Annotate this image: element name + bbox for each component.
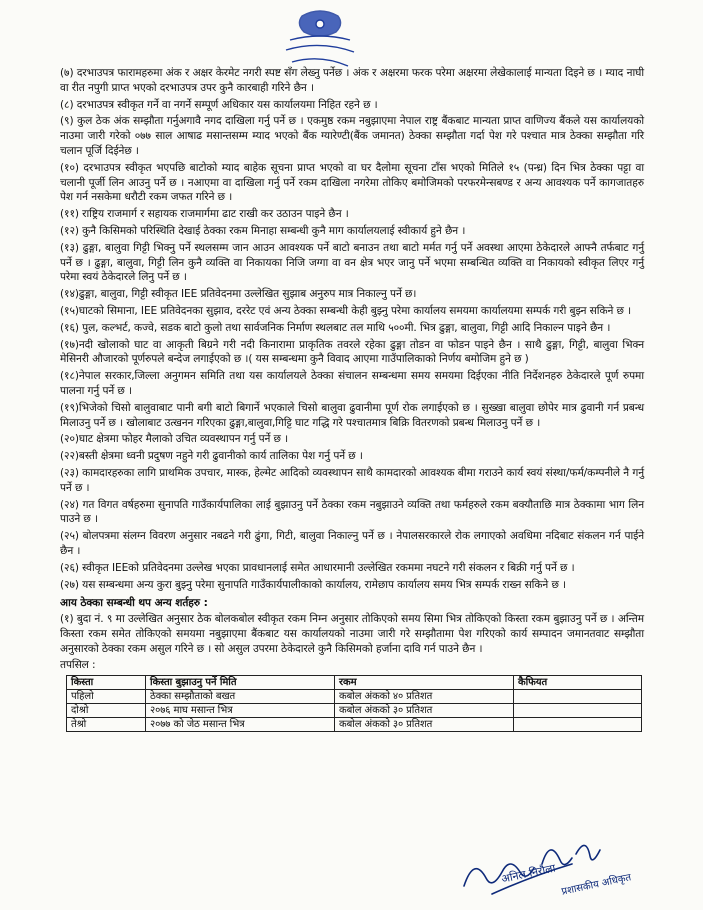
clause-24: (२४) गत विगत वर्षहरुमा सुनापति गाउँकार्यपालिका लाई बुझाउनु पर्ने ठेक्का रकम नबुझाउने व्यक्ति तथा फर्महरुले रकम बक्यौताछि मात्र ठेक्कामा भाग लिन पाउने छ । [60,498,644,526]
clause-17: (१७)नदी खोलाको घाट वा आकृती बिग्रने गरी नदी किनारामा प्राकृतिक तवरले रहेका ढुङ्गा तोडन वा फोडन पाइने छैन । साथै ढुङ्गा, गिट्टी, बालुवा भिक्न मेसिनरी औजारको पूर्णरुपले बन्देज लगाईएको छ ।( यस सम्बन्धमा कुनै विवाद आएमा गाउँपालिकाको निर्णय बमोजिम हुने छ ) [60,338,644,366]
signatory-title: प्रशासकीय अधिकृत [560,872,633,898]
clause-19: (१९)भिजेको चिसो बालुवाबाट पानी बगी बाटो बिगार्ने भएकाले चिसो बालुवा ढुवानीमा पूर्ण रोक लगाईएको छ । सुख्खा बालुवा छोपेर मात्र ढुवानी गर्न प्रबन्ध मिलाउनु पर्ने छ । खोलाबाट उत्खनन गरिएका ढुङ्गा,बालुवा,गिट्टि घाट गद्धि गरे पश्चातमात्र बिक्रि वितरणको प्रबन्ध मिलाउनु पर्ने छ । [60,401,644,429]
clause-8: (८) दरभाउपत्र स्वीकृत गर्ने वा नगर्ने सम्पूर्ण अधिकार यस कार्यालयमा निहित रहने छ । [60,98,378,111]
cell-due-date: २०७६ माघ मसान्त भित्र [146,704,335,718]
cell-remarks [514,718,642,732]
document-body [60,66,644,732]
clause-10: (१०) दरभाउपत्र स्वीकृत भएपछि बाटोको म्याद बाहेक सूचना प्राप्त भएको वा घर दैलोमा सूचना टाँस भएको मितिले १५ (पन्ध्र) दिन भित्र ठेक्का पट्टा वा चलानी पूर्जी लिन आउनु पर्ने छ । नआएमा वा दाखिला गर्नु पर्ने रकम दाखिला नगरेमा तोकिए बमोजिमको परफरमेन्सबण्ड र अन्य आवश्यक पर्ने कागजातहरु पेश गर्न नसकेमा धरौटी रकम जफत गरिने छ । [60,161,644,204]
cell-due-date: ठेक्का सम्झौताको बखत [146,690,335,704]
cell-amount: कबोल अंकको ३० प्रतिशत [335,718,514,732]
clause-15: (१५)घाटको सिमाना, IEE प्रतिवेदनका सुझाव, दररेट एवं अन्य ठेक्का सम्बन्धी केही बुझ्नु परेमा कार्यालय समयमा कार्यालयमा सम्पर्क गरी बुझ्न सकिने छ । [60,304,632,317]
clause-12: (१२) कुनै किसिमको परिस्थिति देखाई ठेक्का रकम मिनाहा सम्बन्धी कुनै माग कार्यालयलाई स्वीकार्य हुने छैन । [60,224,466,237]
schedule-label: तपसिल : [60,659,96,672]
header-amount: रकम [335,676,514,690]
clause-18: (१८)नेपाल सरकार,जिल्ला अनुगमन समिति तथा यस कार्यालयले ठेक्का संचालन सम्बन्धमा समय समयमा दिईएका नीति निर्देशनहरु ठेकेदारले पूर्ण रुपमा पालना गर्नु पर्ने छ । [60,370,644,397]
clause-7: (७) दरभाउपत्र फारामहरुमा अंक र अक्षर केरमेट नगरी स्पष्ट सँग लेख्नु पर्नेछ । अंक र अक्षरमा फरक परेमा अक्षरमा लेखेकालाई मान्यता दिइने छ । म्याद नाघी वा रीत नपुगी प्राप्त भएको दरभाउपत्र उपर कुनै कारबाही गरिने छैन । [60,67,644,94]
clause-11: (११) राष्ट्रिय राजमार्ग र सहायक राजमार्गमा ढाट राखी कर उठाउन पाइने छैन । [60,208,349,221]
clause-25: (२५) बोलपत्रमा संलग्न विवरण अनुसार नबढने गरी ढुंगा, गिटी, बालुवा निकाल्नु पर्ने छ । नेपालसरकारले रोक लगाएको अवधिमा नदिबाट संकलन गर्न पाईने छैन । [60,530,644,557]
clause-22: (२२)बस्ती क्षेत्रमा ध्वनी प्रदुषण नहुने गरी ढुवानीको कार्य तालिका पेश गर्नु पर्ने छ । [60,450,363,463]
clause-26: (२६) स्वीकृत IEEको प्रतिवेदनमा उल्लेख भएका प्रावधानलाई समेत आधारमानी उल्लेखित रकममा नघटने गरी संकलन र बिक्री गर्नु पर्ने छ । [60,561,575,574]
cell-due-date: २०७७ को जेठ मसान्त भित्र [146,718,335,732]
cell-installment: तेश्रो [67,718,146,732]
header-due-date: किस्ता बुझाउनु पर्ने मिति [146,676,335,690]
cell-amount: कबोल अंकको ३० प्रतिशत [335,704,514,718]
clause-14: (१४)ढुङ्गा, बालुवा, गिट्टी स्वीकृत IEE प्रतिवेदनमा उल्लेखित सुझाब अनुरुप मात्र निकाल्नु पर्ने छ। [60,288,417,301]
table-header-row [67,676,642,690]
installment-schedule-table [66,675,642,732]
table-row [67,718,642,732]
cell-remarks [514,690,642,704]
header-installment: किस्ता [67,676,146,690]
clause-27: (२७) यस सम्बन्धमा अन्य कुरा बुझ्नु परेमा सुनापति गाउँकार्यपालीकाको कार्यालय, रामेछाप कार्यालय समय भित्र सम्पर्क राख्न सकिने छ । [60,578,566,591]
additional-conditions-heading: आय ठेक्का सम्बन्धी थप अन्य शर्तहरु : [60,597,208,610]
signatory-name: अनिल निरौला [500,861,557,886]
clause-13: (१३) ढुङ्गा, बालुवा गिट्टी भिक्नु पर्ने स्थलसम्म जान आउन आवश्यक पर्ने बाटो बनाउन तथा बाटो मर्मत गर्नु पर्ने अवस्था आएमा ठेकेदारले आफ्नै तर्फबाट गर्नु पर्ने छ । ढुङ्गा, बालुवा, गिट्टी लिन कुनै व्यक्ति वा निकायका निजि जग्गा वा वन क्षेत्र भएर जानु पर्ने भएमा सम्बन्धित व्यक्ति वा निकायको स्वीकृत लिएर गर्नु परेमा स्वयं ठेकेदारले लिनु पर्ने छ । [60,241,644,284]
header-remarks: कैफियत [514,676,642,690]
additional-clause-1: (१) बुदा नं. ९ मा उल्लेखित अनुसार ठेक बोलकबोल स्वीकृत रकम निम्न अनुसार तोकिएको समय सिमा भित्र तोकिएको किस्ता रकम बुझाउनु पर्ने छ । अन्तिम किस्ता रकम समेत तोकिएको समयमा नबुझाएमा बैंकबाट यस कार्यालयको नाउमा जारी गरे सम्झौतामा पेश गरिएको कार्य सम्पादन जमानतवाट सम्झौता अनुसारको ठेक्का रकम असुल गरिने छ । सो असुल उपरमा ठेकेदारले कुनै किसिमको हर्जाना दावि गर्न पाउने छैन । [60,613,644,655]
clause-20: (२०)घाट क्षेत्रमा फोहर मैलाको उचित व्यवस्थापन गर्नु पर्ने छ । [60,433,289,446]
clause-16: (१६) पुल, कल्भर्ट, कज्वे, सडक बाटो कुलो तथा सार्वजनिक निर्माण स्थलबाट तल माथि ५००मी. भित्र ढुङ्गा, बालुवा, गिट्टी आदि निकाल्न पाइने छैन । [60,321,611,334]
clause-9: (९) कुल ठेक अंक सम्झौता गर्नुअगावै नगद दाखिला गर्नु पर्ने छ । एकमुष्ठ रकम नबुझाएमा नेपाल राष्ट्र बैंकबाट मान्यता प्राप्त वाणिज्य बैंकले यस कार्यालयको नाउमा जारी गरेको ०७७ साल आषाढ मसान्तसम्म म्याद भएको बैंक ग्यारेण्टी(बैंक जमानत) ठेक्का सम्झौता गर्दा पेश गरे पश्चात मात्र ठेक्का सम्झौता गरि चलान पूर्जि दिईनेछ । [60,115,644,157]
table-row [67,704,642,718]
clause-23: (२३) कामदारहरुका लागि प्राथमिक उपचार, मास्क, हेल्मेट आदिको व्यवस्थापन साथै कामदारको आवश्यक बीमा गराउने कार्य स्वयं संस्था/फर्म/कम्पनीले नै गर्नु पर्ने छ । [60,466,644,494]
cell-remarks [514,704,642,718]
cell-amount: कबोल अंकको ४० प्रतिशत [335,690,514,704]
table-row [67,690,642,704]
cell-installment: दोश्रो [67,704,146,718]
cell-installment: पहिलो [67,690,146,704]
